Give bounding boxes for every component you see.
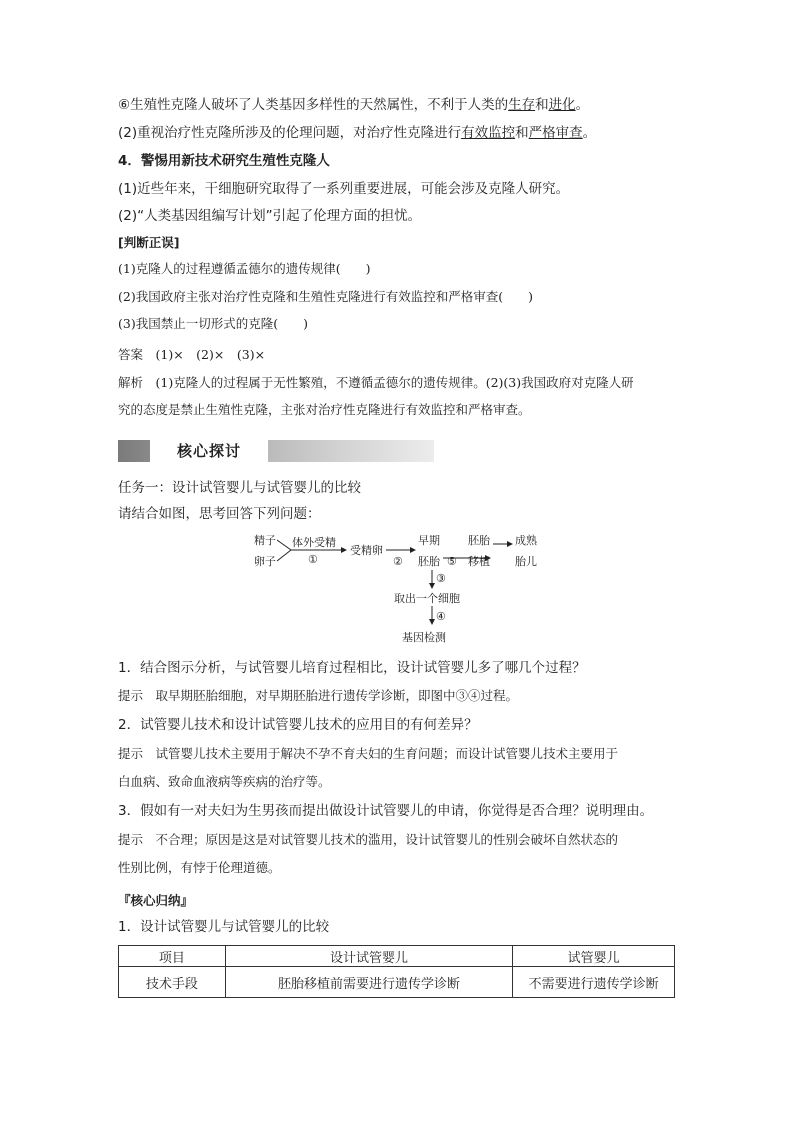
text: 和 (535, 97, 549, 113)
text: 和 (515, 125, 529, 141)
question-2: 2．试管婴儿技术和设计试管婴儿技术的应用目的有何差异？ (118, 717, 478, 733)
point4-item-2: (2)“人类基因组编写计划”引起了伦理方面的担忧。 (118, 208, 422, 224)
answer-3-line-2: 性别比例，有悖于伦理道德。 (118, 860, 281, 875)
answer-3-line-1: 提示 不合理；原因是这是对试管婴儿技术的滥用，设计试管婴儿的性别会破坏自然状态的 (118, 832, 619, 847)
judge-question-1: (1)克隆人的过程遵循孟德尔的遗传规律( ) (118, 261, 371, 276)
label-take-cell: 取出一个细胞 (394, 592, 460, 605)
judge-heading: [判断正误] (118, 235, 180, 250)
merge-line-top (277, 540, 291, 550)
underlined-term: 生存 (508, 97, 536, 113)
underlined-term: 进化 (548, 97, 576, 113)
table-header-row (119, 946, 675, 967)
judge-analysis-line-2: 究的态度是禁止生殖性克隆，主张对治疗性克隆进行有效监控和严格审查。 (118, 402, 531, 417)
text: 。 (582, 125, 597, 141)
summary-heading: 『核心归纳』 (118, 893, 194, 908)
underlined-term: 严格审查 (528, 125, 583, 141)
table-cell: 技术手段 (119, 967, 226, 998)
question-1: 1．结合图示分析，与试管婴儿培育过程相比，设计试管婴儿多了哪几个过程？ (118, 660, 586, 676)
task-title: 任务一：设计试管婴儿与试管婴儿的比较 (118, 480, 361, 496)
intro-point-6 (118, 96, 589, 114)
label-early-2: 胚胎 (418, 555, 440, 568)
label-zygote: 受精卵 (350, 544, 383, 557)
label-transfer-2: 移植 (468, 555, 490, 568)
judge-analysis-line-1: 解析 (1)克隆人的过程属于无性繁殖，不遵循孟德尔的遗传规律。(2)(3)我国政府对克隆人研 (118, 375, 634, 390)
question-3: 3．假如有一对夫妇为生男孩而提出做设计试管婴儿的申请，你觉得是否合理？说明理由。 (118, 803, 654, 819)
label-early-1: 早期 (418, 534, 440, 547)
table-header-cell: 项目 (119, 946, 226, 967)
answer-2-line-2: 白血病、致命血液病等疾病的治疗等。 (118, 774, 331, 789)
judge-question-2: (2)我国政府主张对治疗性克隆和生殖性克隆进行有效监控和严格审查( ) (118, 289, 533, 304)
ivf-process-diagram (250, 532, 550, 647)
text: ⑥生殖性克隆人破坏了人类基因多样性的天然属性，不利于人类的 (118, 97, 509, 113)
label-fetus-1: 成熟 (515, 534, 537, 547)
underlined-term: 有效监控 (461, 125, 516, 141)
intro-point-2 (118, 124, 596, 142)
label-step-5: ⑤ (447, 555, 457, 568)
table-cell: 不需要进行遗传学诊断 (513, 967, 675, 998)
section-header-bar (118, 440, 434, 462)
label-transfer-1: 胚胎 (468, 534, 490, 547)
answer-1: 提示 取早期胚胎细胞，对早期胚胎进行遗传学诊断，即图中③④过程。 (118, 688, 519, 703)
text: 。 (575, 97, 590, 113)
label-sperm: 精子 (254, 534, 276, 547)
judge-answer: 答案 (1)× (2)× (3)× (118, 347, 266, 362)
table-row (119, 967, 675, 998)
label-step-3: ③ (436, 572, 446, 585)
label-step-2: ② (393, 555, 403, 568)
comparison-table (118, 945, 675, 998)
summary-item-1: 1．设计试管婴儿与试管婴儿的比较 (118, 919, 330, 935)
table-header-cell: 试管婴儿 (513, 946, 675, 967)
point4-item-1: (1)近些年来，干细胞研究取得了一系列重要进展，可能会涉及克隆人研究。 (118, 181, 570, 197)
text: (2)重视治疗性克隆所涉及的伦理问题，对治疗性克隆进行 (118, 125, 462, 141)
table-cell: 胚胎移植前需要进行遗传学诊断 (225, 967, 512, 998)
label-ivf: 体外受精 (292, 536, 336, 549)
label-egg: 卵子 (254, 555, 276, 568)
judge-question-3: (3)我国禁止一切形式的克隆( ) (118, 316, 308, 331)
label-gene-test: 基因检测 (402, 631, 446, 644)
point4-heading: 4．警惕用新技术研究生殖性克隆人 (118, 153, 330, 169)
task-prompt: 请结合如图，思考回答下列问题： (118, 506, 321, 522)
label-fetus-2: 胎儿 (515, 555, 537, 568)
label-step-4: ④ (436, 610, 446, 623)
section-title: 核心探讨 (176, 442, 241, 460)
label-step-1: ① (308, 553, 318, 566)
merge-line-bottom (277, 550, 291, 561)
table-header-cell: 设计试管婴儿 (225, 946, 512, 967)
answer-2-line-1: 提示 试管婴儿技术主要用于解决不孕不育夫妇的生育问题；而设计试管婴儿技术主要用于 (118, 746, 619, 761)
